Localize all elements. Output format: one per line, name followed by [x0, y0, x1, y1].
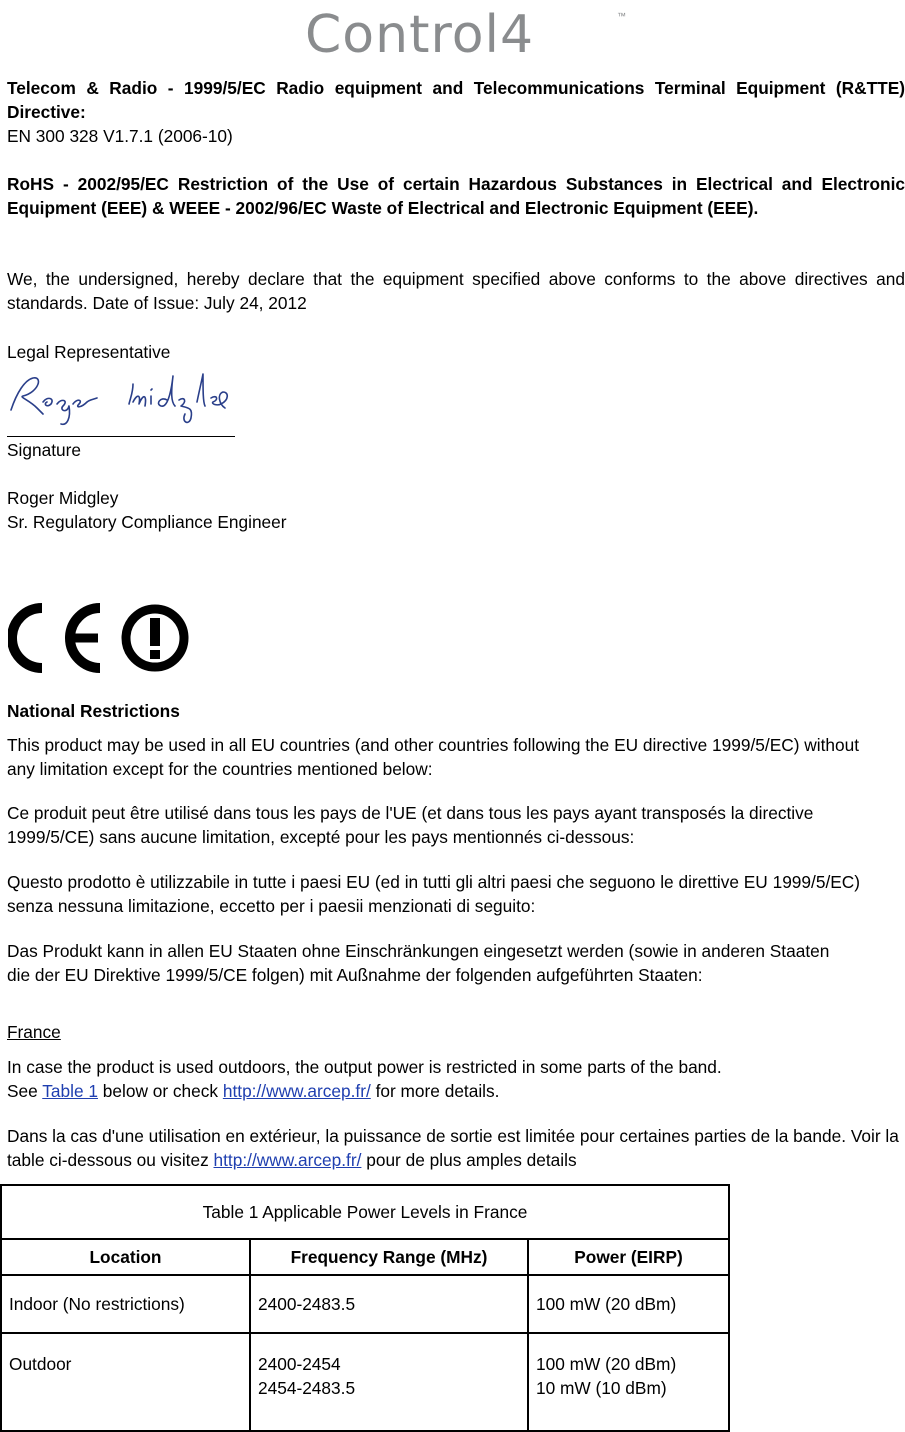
national-restrictions-heading: National Restrictions [7, 701, 180, 721]
table-row [1, 1275, 729, 1333]
column-header-frequency: Frequency Range (MHz) [250, 1239, 528, 1275]
signatory-name: Roger Midgley [7, 488, 119, 508]
rohs-section [7, 172, 905, 220]
rtte-title: Telecom & Radio - 1999/5/EC Radio equipment and Telecommunications Terminal Equipment (R&TTE) Directive: [7, 78, 905, 122]
logo-trademark: ™ [617, 11, 626, 21]
rohs-title: RoHS - 2002/95/EC Restriction of the Use of certain Hazardous Substances in Electrical and Electronic Equipment (EEE) & WEEE - 2002/96/EC Waste of Electrical and Electronic Equipment (EEE). [7, 174, 905, 218]
restriction-fr: Ce produit peut être utilisé dans tous les pays de l'UE (et dans tous les pays ayant transposés la directive 1999/5/CE) sans aucune limitation, excepté pour les pays mentionnés ci-dessous: [7, 803, 814, 847]
cell-frequency: 2400-2483.5 [250, 1275, 528, 1333]
signatory-block [7, 486, 905, 534]
alert-icon [126, 609, 184, 667]
cell-frequency: 2400-2454 2454-2483.5 [250, 1333, 528, 1431]
column-header-location: Location [1, 1239, 250, 1275]
rtte-section [7, 76, 905, 148]
logo-wordmark: Control4 [305, 5, 535, 65]
legal-representative-label: Legal Representative [7, 342, 171, 362]
restriction-de: Das Produkt kann in allen EU Staaten ohne Einschränkungen eingesetzt werden (sowie in anderen Staaten die der EU Direktive 1999/5/CE folgen) mit Außnahme der folgenden aufgeführten Staaten: [7, 941, 830, 985]
ce-alert-marks [8, 602, 193, 674]
france-fr: Dans la cas d'une utilisation en extérieur, la puissance de sortie est limitée pour certaines parties de la bande. Voir la table ci-dessous ou visitez http://www.arcep.fr/ pour de plus amples details [7, 1126, 899, 1170]
signature-line [7, 362, 235, 437]
table-1-link[interactable]: Table 1 [42, 1081, 98, 1101]
arcep-link[interactable]: http://www.arcep.fr/ [222, 1081, 371, 1101]
ce-c-glyph [12, 608, 42, 668]
power-levels-table [0, 1184, 730, 1432]
national-restrictions [7, 699, 905, 723]
ce-mark [12, 608, 100, 668]
table-caption: Table 1 Applicable Power Levels in France [1, 1185, 729, 1239]
cell-power: 100 mW (20 dBm) [528, 1275, 729, 1333]
declaration [7, 267, 905, 315]
rtte-standard: EN 300 328 V1.7.1 (2006-10) [7, 126, 233, 146]
cell-location: Indoor (No restrictions) [1, 1275, 250, 1333]
control4-logo [0, 0, 905, 70]
restriction-it: Questo prodotto è utilizzabile in tutte i paesi EU (ed in tutti gli altri paesi che seguono le direttive EU 1999/5/EC) senza nessuna limitazione, eccetto per i paesii menzionati di seguito: [7, 872, 861, 916]
signature-label: Signature [7, 440, 81, 460]
arcep-link-fr[interactable]: http://www.arcep.fr/ [213, 1150, 362, 1170]
cell-location: Outdoor [1, 1333, 250, 1431]
cell-power: 100 mW (20 dBm) 10 mW (10 dBm) [528, 1333, 729, 1431]
signatory-title: Sr. Regulatory Compliance Engineer [7, 512, 287, 532]
france-en: In case the product is used outdoors, the output power is restricted in some parts of the band. See Table 1 below or check http://www.arcep.fr/ for more details. [7, 1057, 722, 1101]
column-header-power: Power (EIRP) [528, 1239, 729, 1275]
table-row [1, 1333, 729, 1431]
declaration-text: We, the undersigned, hereby declare that the equipment specified above conforms to the above directives and standards. Date of Issue: July 24, 2012 [7, 269, 905, 313]
restriction-en: This product may be used in all EU countries (and other countries following the EU directive 1999/5/EC) without any limitation except for the countries mentioned below: [7, 735, 860, 779]
france-label: France [7, 1022, 61, 1042]
handwritten-signature [7, 362, 235, 436]
